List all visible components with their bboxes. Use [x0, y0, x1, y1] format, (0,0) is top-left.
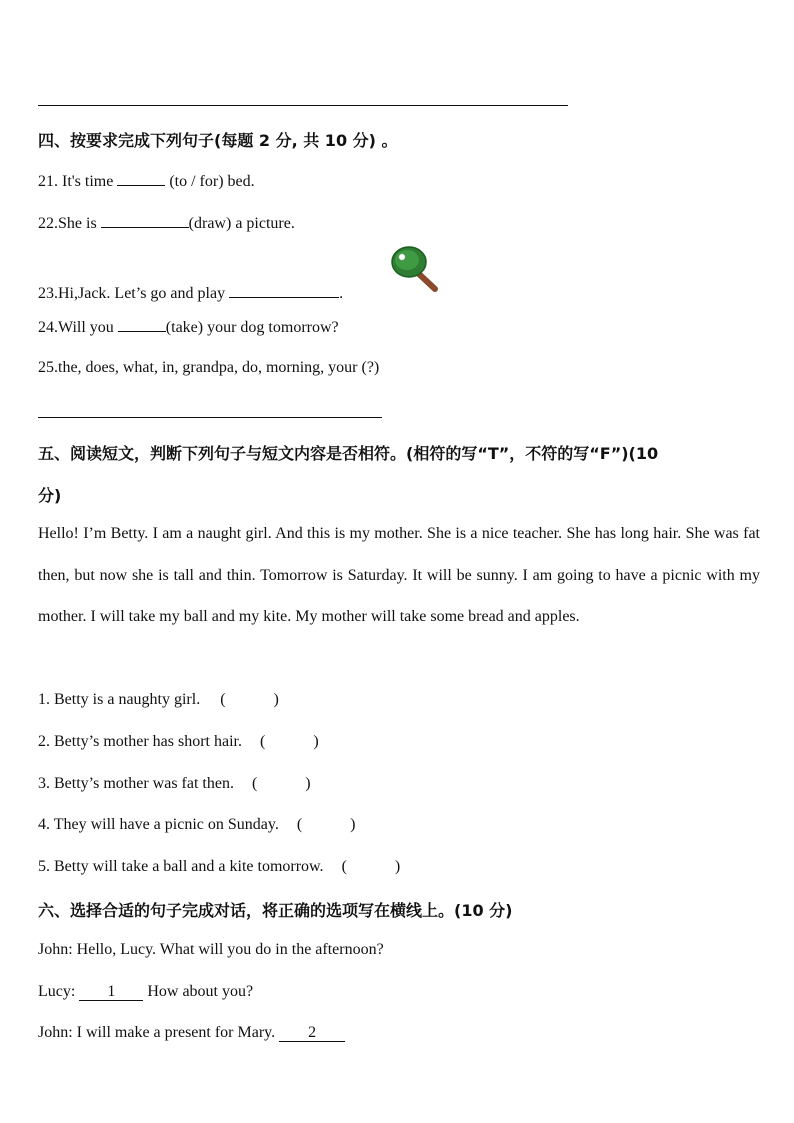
question-24 — [38, 317, 339, 337]
q25-answer-line[interactable] — [38, 417, 382, 418]
dialogue-line-2-speaker: Lucy: — [38, 983, 76, 1000]
judge-item-2-text: 2. Betty’s mother has short hair. — [38, 733, 242, 750]
question-23 — [38, 283, 343, 303]
dialogue-blank-1[interactable]: 1 — [79, 984, 143, 1001]
q21-number: 21. — [38, 173, 58, 190]
q23-text-before: Hi,Jack. Let’s go and play — [58, 285, 226, 302]
judge-item-1-answer-box[interactable]: ( ) — [220, 691, 279, 708]
question-25 — [38, 359, 379, 377]
dialogue-line-3-text: John: I will make a present for Mary. — [38, 1024, 276, 1041]
q22-number: 22. — [38, 215, 58, 232]
judge-item-3-text: 3. Betty’s mother was fat then. — [38, 775, 234, 792]
q22-text-after: (draw) a picture. — [188, 215, 295, 232]
reading-passage: Hello! I’m Betty. I am a naught girl. And this is my mother. She is a nice teacher. She has long hair. She was fat then, but now she is tall and thin. Tomorrow is Saturday. It will be sunny. I am going to have a picnic with my mother. I will take my ball and my kite. My mother will take some bread and apples. — [38, 525, 760, 625]
q24-blank[interactable] — [118, 317, 166, 332]
ping-pong-paddle-icon — [390, 244, 440, 294]
judge-item-2 — [38, 733, 319, 751]
dialogue-line-2-text: How about you? — [147, 983, 254, 1000]
judge-item-1 — [38, 691, 279, 709]
section-6-title: 六、选择合适的句子完成对话，将正确的选项写在横线上。(10 分) — [38, 901, 513, 920]
judge-item-3-answer-box[interactable]: ( ) — [251, 775, 311, 792]
judge-item-4-text: 4. They will have a picnic on Sunday. — [38, 816, 279, 833]
q23-number: 23. — [38, 285, 58, 302]
q21-text-after: (to / for) bed. — [169, 173, 255, 190]
judge-item-1-text: 1. Betty is a naughty girl. — [38, 691, 201, 708]
q24-text-before: Will you — [58, 319, 114, 336]
top-answer-line — [38, 105, 568, 106]
dialogue-line-1: John: Hello, Lucy. What will you do in the afternoon? — [38, 941, 384, 958]
q22-text-before: She is — [58, 215, 97, 232]
question-21 — [38, 171, 255, 191]
dialogue-line-2 — [38, 983, 253, 1001]
judge-item-4 — [38, 816, 356, 834]
q21-text-before: It's time — [62, 173, 114, 190]
q24-number: 24. — [38, 319, 58, 336]
judge-item-3 — [38, 775, 311, 793]
q25-text: the, does, what, in, grandpa, do, morning, your (?) — [58, 359, 380, 376]
section-5-title-line-2: 分) — [38, 486, 62, 505]
judge-item-5 — [38, 858, 400, 876]
q21-blank[interactable] — [117, 171, 165, 186]
section-5-title-line-1: 五、阅读短文，判断下列句子与短文内容是否相符。(相符的写“T”，不符的写“F”)(10 — [38, 444, 659, 463]
q24-text-after: (take) your dog tomorrow? — [165, 319, 339, 336]
judge-item-2-answer-box[interactable]: ( ) — [259, 733, 319, 750]
judge-item-4-answer-box[interactable]: ( ) — [296, 816, 356, 833]
dialogue-blank-2[interactable]: 2 — [279, 1025, 345, 1042]
q23-blank[interactable] — [229, 283, 339, 298]
q22-blank[interactable] — [101, 213, 189, 228]
judge-item-5-text: 5. Betty will take a ball and a kite tomorrow. — [38, 858, 324, 875]
question-22 — [38, 213, 295, 233]
dialogue-line-3 — [38, 1024, 345, 1042]
q25-number: 25. — [38, 359, 58, 376]
section-4-title: 四、按要求完成下列句子(每题 2 分, 共 10 分) 。 — [38, 131, 398, 150]
judge-item-5-answer-box[interactable]: ( ) — [341, 858, 401, 875]
q23-text-after: . — [339, 285, 344, 302]
